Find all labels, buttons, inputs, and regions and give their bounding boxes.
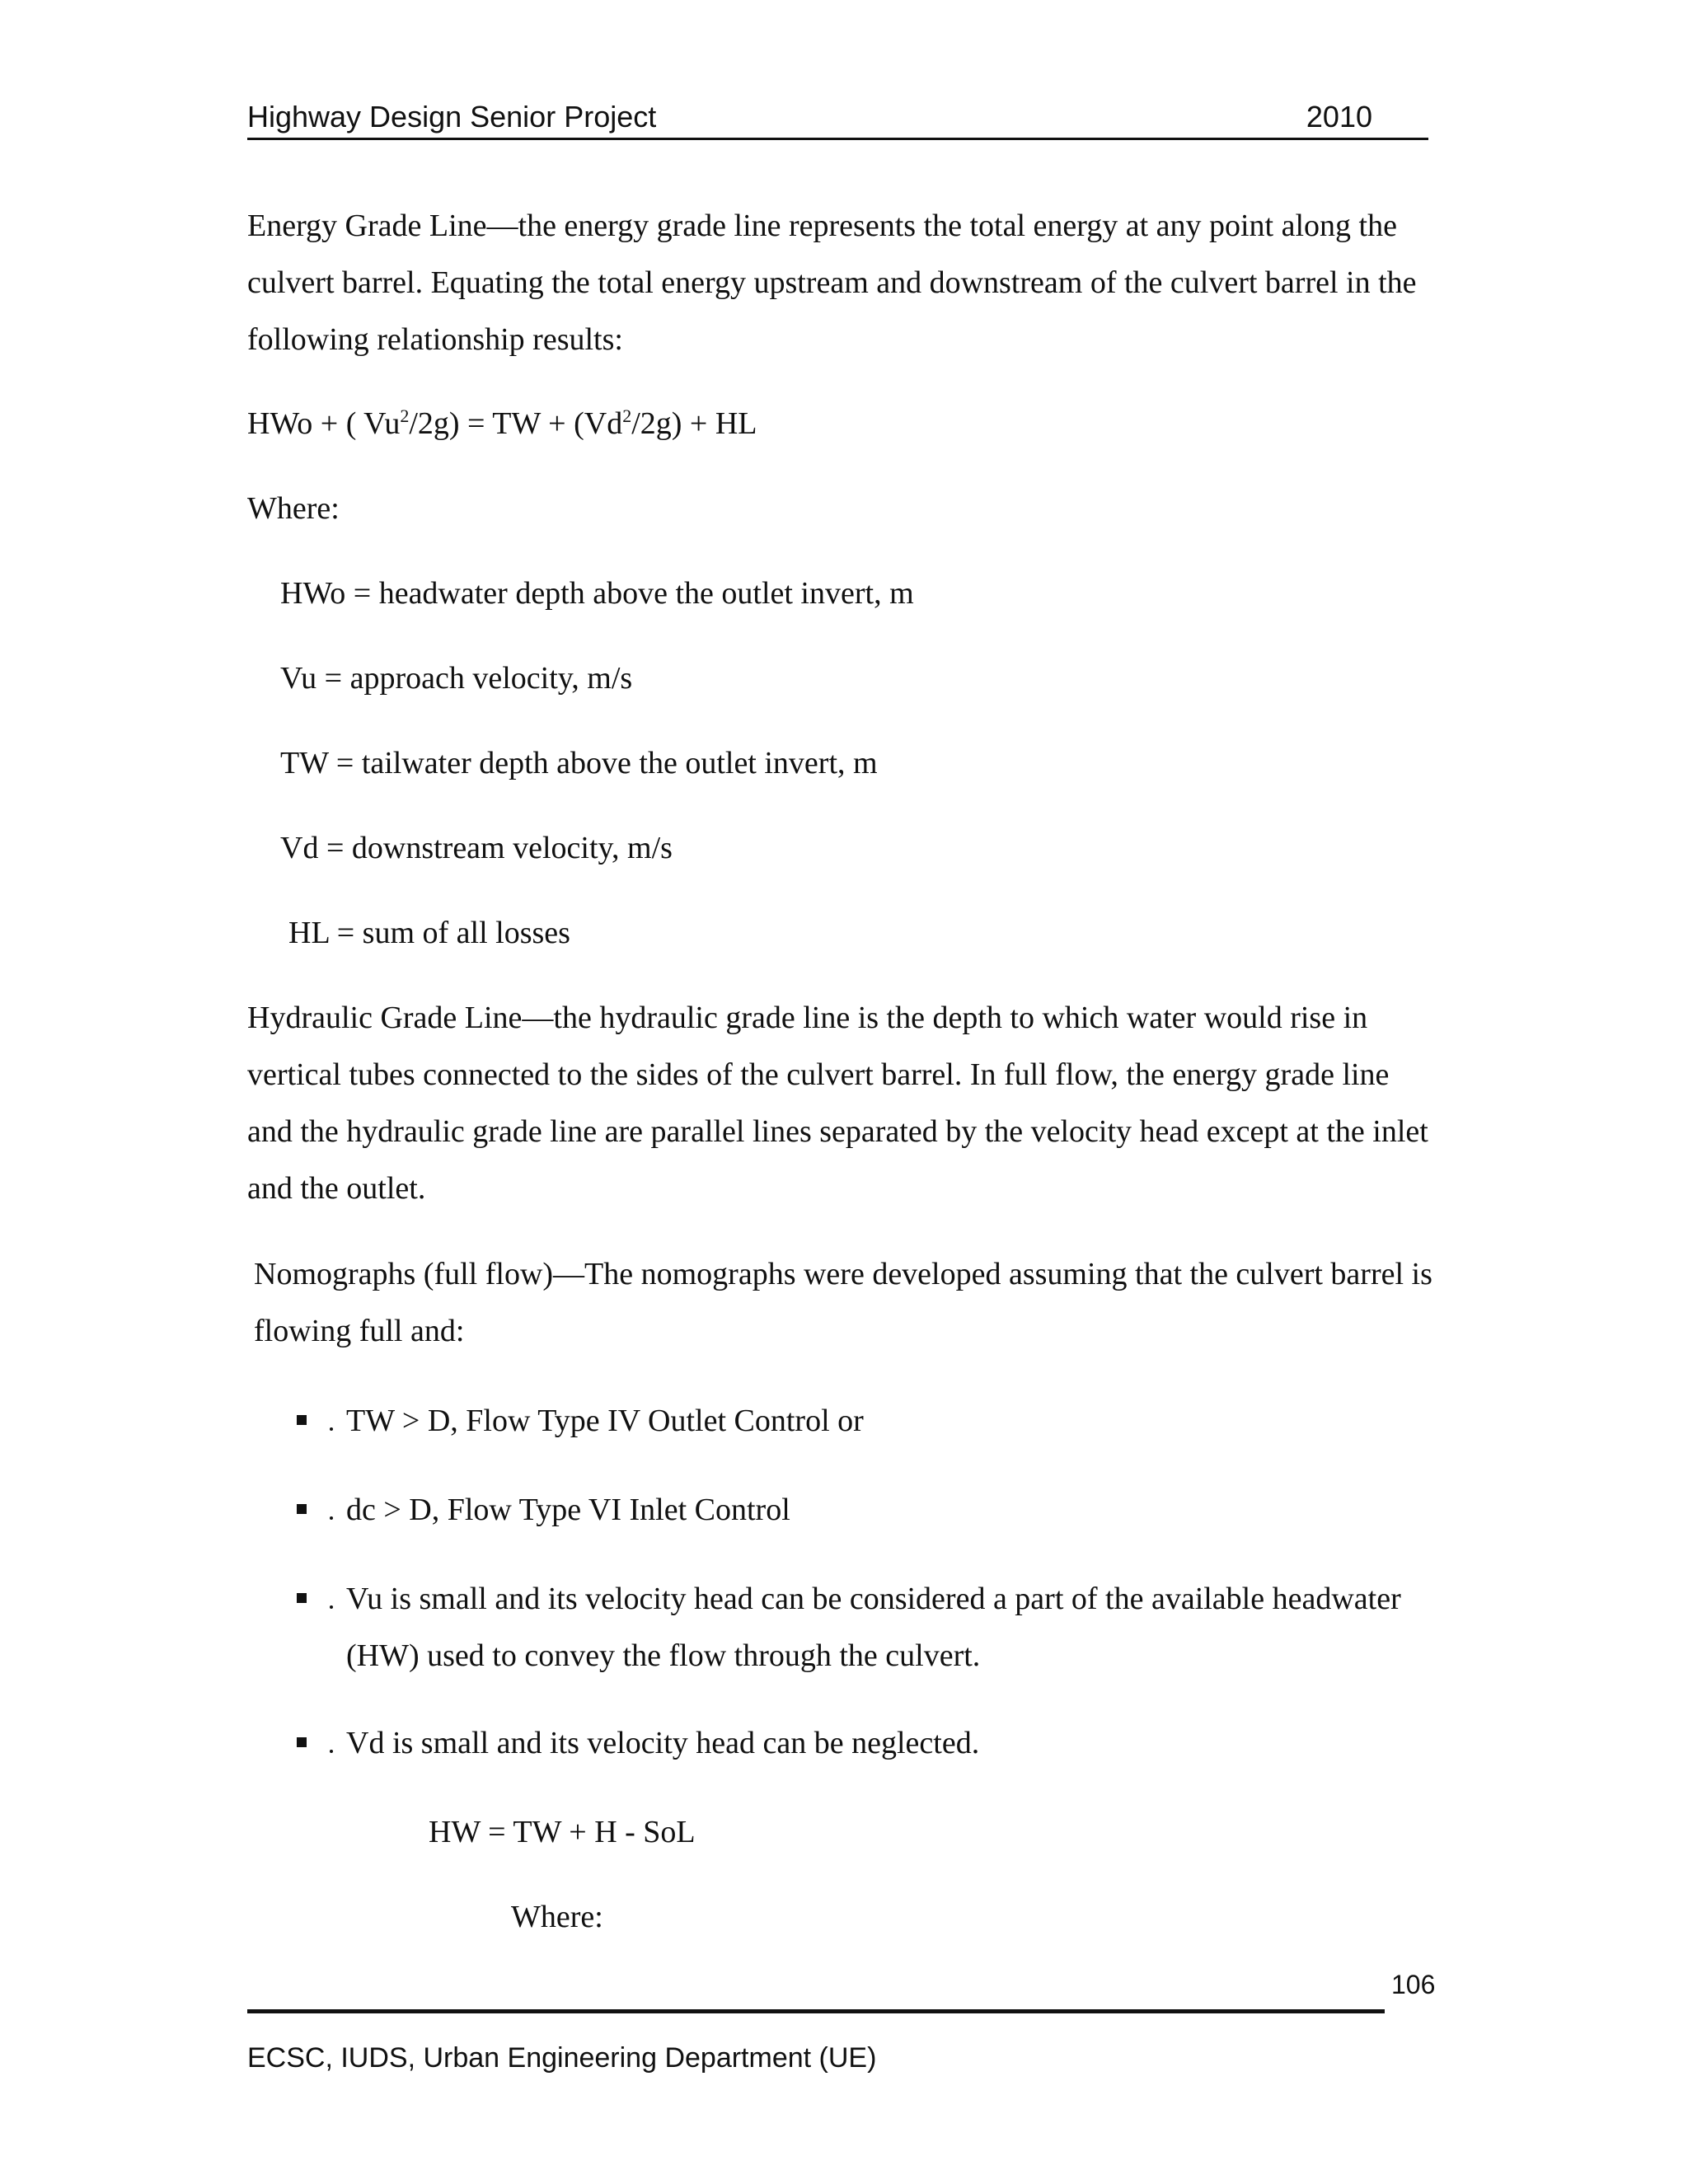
- page-number: 106: [1391, 1970, 1436, 1999]
- list-item-text: TW > D, Flow Type IV Outlet Control or: [346, 1404, 864, 1438]
- paragraph-nomographs: Nomographs (full flow)—The nomographs were developed assuming that the culvert barrel is flowing full and:: [254, 1257, 1432, 1348]
- paragraph-energy-grade-line: Energy Grade Line—the energy grade line represents the total energy at any point along the culvert barrel. Equating the total energy upstream and downstream of the culvert barrel in the following relationship results:: [247, 209, 1417, 357]
- energy-equation-sup-b: 2: [622, 405, 632, 426]
- energy-equation-part-a: HWo + ( Vu: [247, 406, 401, 441]
- where-label: Where:: [247, 491, 340, 526]
- page-footer: ECSC, IUDS, Urban Engineering Department (UE): [247, 2042, 877, 2074]
- energy-equation-sup-a: 2: [400, 405, 410, 426]
- definition-tw: TW = tailwater depth above the outlet invert, m: [280, 746, 878, 780]
- where-label: Where:: [511, 1900, 603, 1934]
- header-title: Highway Design Senior Project: [247, 100, 657, 134]
- definition-vd: Vd = downstream velocity, m/s: [280, 831, 673, 865]
- dot-icon: [330, 1605, 333, 1609]
- square-bullet-icon: [297, 1415, 307, 1425]
- list-item-text: Vu is small and its velocity head can be considered a part of the available headwater (HW) used to convey the flow through the culvert.: [346, 1582, 1401, 1673]
- headwater-equation: HW = TW + H - SoL: [429, 1815, 696, 1849]
- square-bullet-icon: [297, 1504, 307, 1514]
- square-bullet-icon: [297, 1593, 307, 1603]
- header-year: 2010: [1306, 100, 1372, 134]
- paragraph-hydraulic-grade-line: Hydraulic Grade Line—the hydraulic grade line is the depth to which water would rise in vertical tubes connected to the sides of the culvert barrel. In full flow, the energy grade line and the hydraulic grade line are parallel lines separated by the velocity head except at the inlet and the outlet.: [247, 1001, 1428, 1206]
- list-item-text: dc > D, Flow Type VI Inlet Control: [346, 1493, 790, 1527]
- definition-hwo: HWo = headwater depth above the outlet invert, m: [280, 576, 914, 611]
- page-header: [247, 95, 1428, 140]
- dot-icon: [330, 1750, 333, 1753]
- energy-equation-part-c: /2g) + HL: [631, 406, 757, 441]
- energy-equation: [247, 396, 1434, 452]
- list-item-text: Vd is small and its velocity head can be neglected.: [346, 1726, 980, 1760]
- dot-icon: [330, 1427, 333, 1431]
- definition-hl: HL = sum of all losses: [288, 916, 570, 950]
- square-bullet-icon: [297, 1737, 307, 1747]
- energy-equation-part-b: /2g) = TW + (Vd: [409, 406, 623, 441]
- footer-divider: [247, 2009, 1385, 2013]
- dot-icon: [330, 1516, 333, 1520]
- definition-vu: Vu = approach velocity, m/s: [280, 661, 633, 696]
